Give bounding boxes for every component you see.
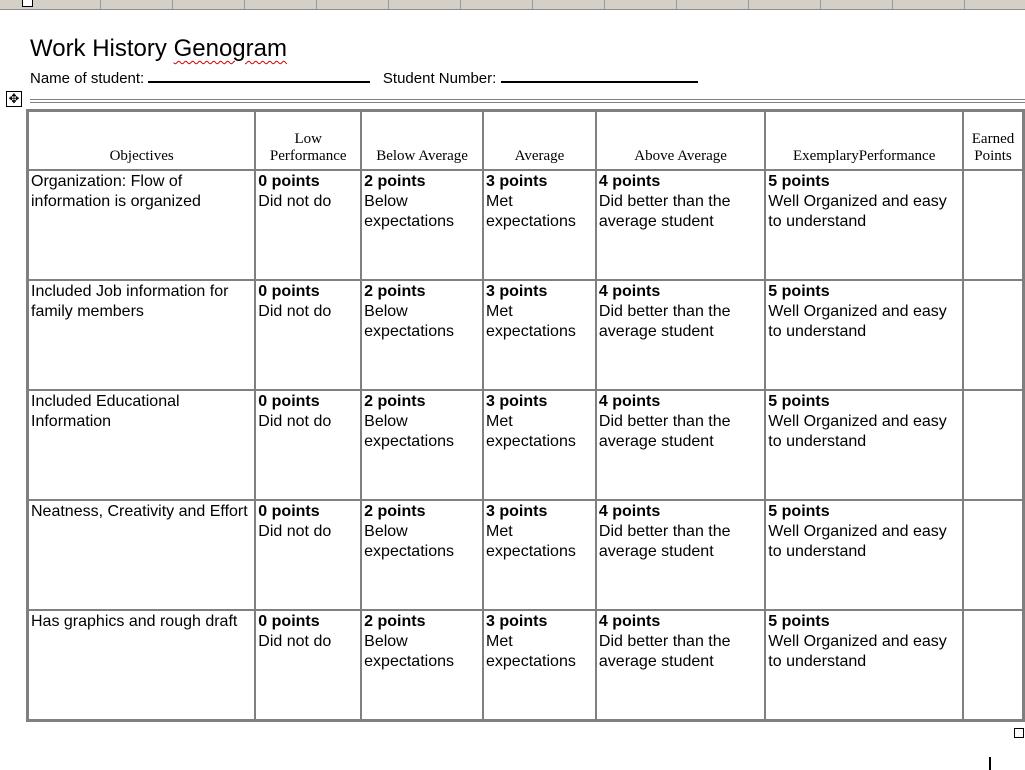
average-description: Met expectations	[486, 303, 576, 340]
average-description: Met expectations	[486, 523, 576, 560]
above-description: Did better than the average student	[598, 193, 731, 230]
average-points: 3 points	[486, 283, 548, 300]
ruler-tick	[604, 0, 605, 9]
header-objectives: Objectives	[28, 111, 255, 170]
rubric-row	[28, 500, 1023, 610]
earned-points-cell[interactable]	[963, 280, 1023, 390]
exemplary-cell[interactable]	[765, 610, 963, 720]
low-points: 0 points	[258, 173, 320, 190]
low-performance-cell[interactable]	[255, 390, 361, 500]
low-points: 0 points	[258, 283, 320, 300]
above-description: Did better than the average student	[598, 633, 731, 670]
objective-text: Included Job information for family members	[31, 283, 229, 320]
ruler-tick	[316, 0, 317, 9]
low-points: 0 points	[258, 393, 320, 410]
rubric-row	[28, 280, 1023, 390]
student-info-line	[30, 69, 698, 87]
objective-cell[interactable]	[28, 170, 255, 280]
ruler-tick	[172, 0, 173, 9]
below-average-cell[interactable]	[361, 170, 483, 280]
exemplary-description: Well Organized and easy to understand	[768, 193, 947, 230]
objective-cell[interactable]	[28, 500, 255, 610]
low-performance-cell[interactable]	[255, 500, 361, 610]
ruler-tick	[676, 0, 677, 9]
rubric-table	[26, 109, 1025, 722]
earned-points-cell[interactable]	[963, 610, 1023, 720]
average-points: 3 points	[486, 173, 548, 190]
below-description: Below expectations	[364, 413, 454, 450]
resize-handle-icon[interactable]	[1014, 728, 1024, 738]
exemplary-description: Well Organized and easy to understand	[768, 523, 947, 560]
header-average: Average	[483, 111, 596, 170]
exemplary-points: 5 points	[768, 503, 830, 520]
header-low-performance: Low Performance	[255, 111, 361, 170]
header-exemplary-performance: ExemplaryPerformance	[765, 111, 963, 170]
below-average-cell[interactable]	[361, 390, 483, 500]
move-icon[interactable]: ✥	[6, 91, 22, 107]
ruler-tick	[532, 0, 533, 9]
exemplary-description: Well Organized and easy to understand	[768, 413, 947, 450]
exemplary-points: 5 points	[768, 613, 830, 630]
average-points: 3 points	[486, 613, 548, 630]
below-description: Below expectations	[364, 193, 454, 230]
below-average-cell[interactable]	[361, 280, 483, 390]
exemplary-cell[interactable]	[765, 500, 963, 610]
horizontal-ruler[interactable]	[0, 0, 1025, 10]
ruler-tick	[100, 0, 101, 9]
above-average-cell[interactable]	[596, 610, 765, 720]
ruler-indent-marker[interactable]	[22, 0, 33, 7]
below-points: 2 points	[364, 173, 426, 190]
header-earned-points: Earned Points	[963, 111, 1023, 170]
low-points: 0 points	[258, 503, 320, 520]
low-points: 0 points	[258, 613, 320, 630]
ruler-tick	[388, 0, 389, 9]
earned-points-cell[interactable]	[963, 390, 1023, 500]
ruler-tick	[892, 0, 893, 9]
above-points: 4 points	[598, 393, 661, 410]
above-average-cell[interactable]	[596, 170, 765, 280]
student-number-blank-line	[501, 69, 698, 83]
rubric-row	[28, 170, 1023, 280]
above-description: Did better than the average student	[598, 413, 731, 450]
average-cell[interactable]	[483, 280, 596, 390]
earned-points-cell[interactable]	[963, 500, 1023, 610]
document-title	[30, 35, 287, 63]
exemplary-description: Well Organized and easy to understand	[768, 303, 947, 340]
average-points: 3 points	[486, 393, 548, 410]
low-description: Did not do	[258, 193, 332, 210]
title-misspelled-word: Genogram	[173, 35, 287, 62]
objective-cell[interactable]	[28, 280, 255, 390]
below-points: 2 points	[364, 283, 426, 300]
rubric-row	[28, 610, 1023, 720]
objective-text: Has graphics and rough draft	[31, 613, 238, 630]
exemplary-cell[interactable]	[765, 280, 963, 390]
above-points: 4 points	[598, 613, 661, 630]
low-description: Did not do	[258, 303, 332, 320]
above-points: 4 points	[598, 503, 661, 520]
text-cursor	[989, 757, 991, 770]
average-cell[interactable]	[483, 500, 596, 610]
title-prefix: Work History	[30, 35, 174, 62]
low-description: Did not do	[258, 413, 332, 430]
rubric-header-row	[28, 111, 1023, 170]
earned-points-cell[interactable]	[963, 170, 1023, 280]
ruler-tick	[748, 0, 749, 9]
above-points: 4 points	[598, 283, 661, 300]
above-description: Did better than the average student	[598, 523, 731, 560]
average-cell[interactable]	[483, 610, 596, 720]
header-above-average: Above Average	[596, 111, 765, 170]
below-points: 2 points	[364, 613, 426, 630]
objective-cell[interactable]	[28, 390, 255, 500]
low-description: Did not do	[258, 633, 332, 650]
average-cell[interactable]	[483, 390, 596, 500]
name-label: Name of student:	[30, 70, 145, 87]
exemplary-points: 5 points	[768, 283, 830, 300]
average-cell[interactable]	[483, 170, 596, 280]
objective-cell[interactable]	[28, 610, 255, 720]
below-points: 2 points	[364, 503, 426, 520]
header-below-average: Below Average	[361, 111, 483, 170]
low-performance-cell[interactable]	[255, 280, 361, 390]
ruler-tick	[244, 0, 245, 9]
exemplary-cell[interactable]	[765, 170, 963, 280]
below-points: 2 points	[364, 393, 426, 410]
objective-text: Neatness, Creativity and Effort	[31, 503, 248, 520]
above-average-cell[interactable]	[596, 500, 765, 610]
below-description: Below expectations	[364, 523, 454, 560]
average-description: Met expectations	[486, 413, 576, 450]
below-description: Below expectations	[364, 633, 454, 670]
above-average-cell[interactable]	[596, 390, 765, 500]
ruler-tick	[820, 0, 821, 9]
name-blank-line	[148, 69, 370, 83]
above-points: 4 points	[598, 173, 661, 190]
exemplary-points: 5 points	[768, 173, 830, 190]
horizontal-rule	[30, 99, 1025, 103]
low-performance-cell[interactable]	[255, 610, 361, 720]
low-performance-cell[interactable]	[255, 170, 361, 280]
low-description: Did not do	[258, 523, 332, 540]
exemplary-cell[interactable]	[765, 390, 963, 500]
exemplary-description: Well Organized and easy to understand	[768, 633, 947, 670]
ruler-tick	[964, 0, 965, 9]
above-average-cell[interactable]	[596, 280, 765, 390]
above-description: Did better than the average student	[598, 303, 731, 340]
average-points: 3 points	[486, 503, 548, 520]
below-average-cell[interactable]	[361, 610, 483, 720]
rubric-row	[28, 390, 1023, 500]
average-description: Met expectations	[486, 193, 576, 230]
average-description: Met expectations	[486, 633, 576, 670]
below-average-cell[interactable]	[361, 500, 483, 610]
below-description: Below expectations	[364, 303, 454, 340]
student-number-label: Student Number:	[382, 70, 497, 87]
exemplary-points: 5 points	[768, 393, 830, 410]
ruler-tick	[460, 0, 461, 9]
objective-text: Organization: Flow of information is organized	[31, 173, 201, 210]
objective-text: Included Educational Information	[31, 393, 180, 430]
